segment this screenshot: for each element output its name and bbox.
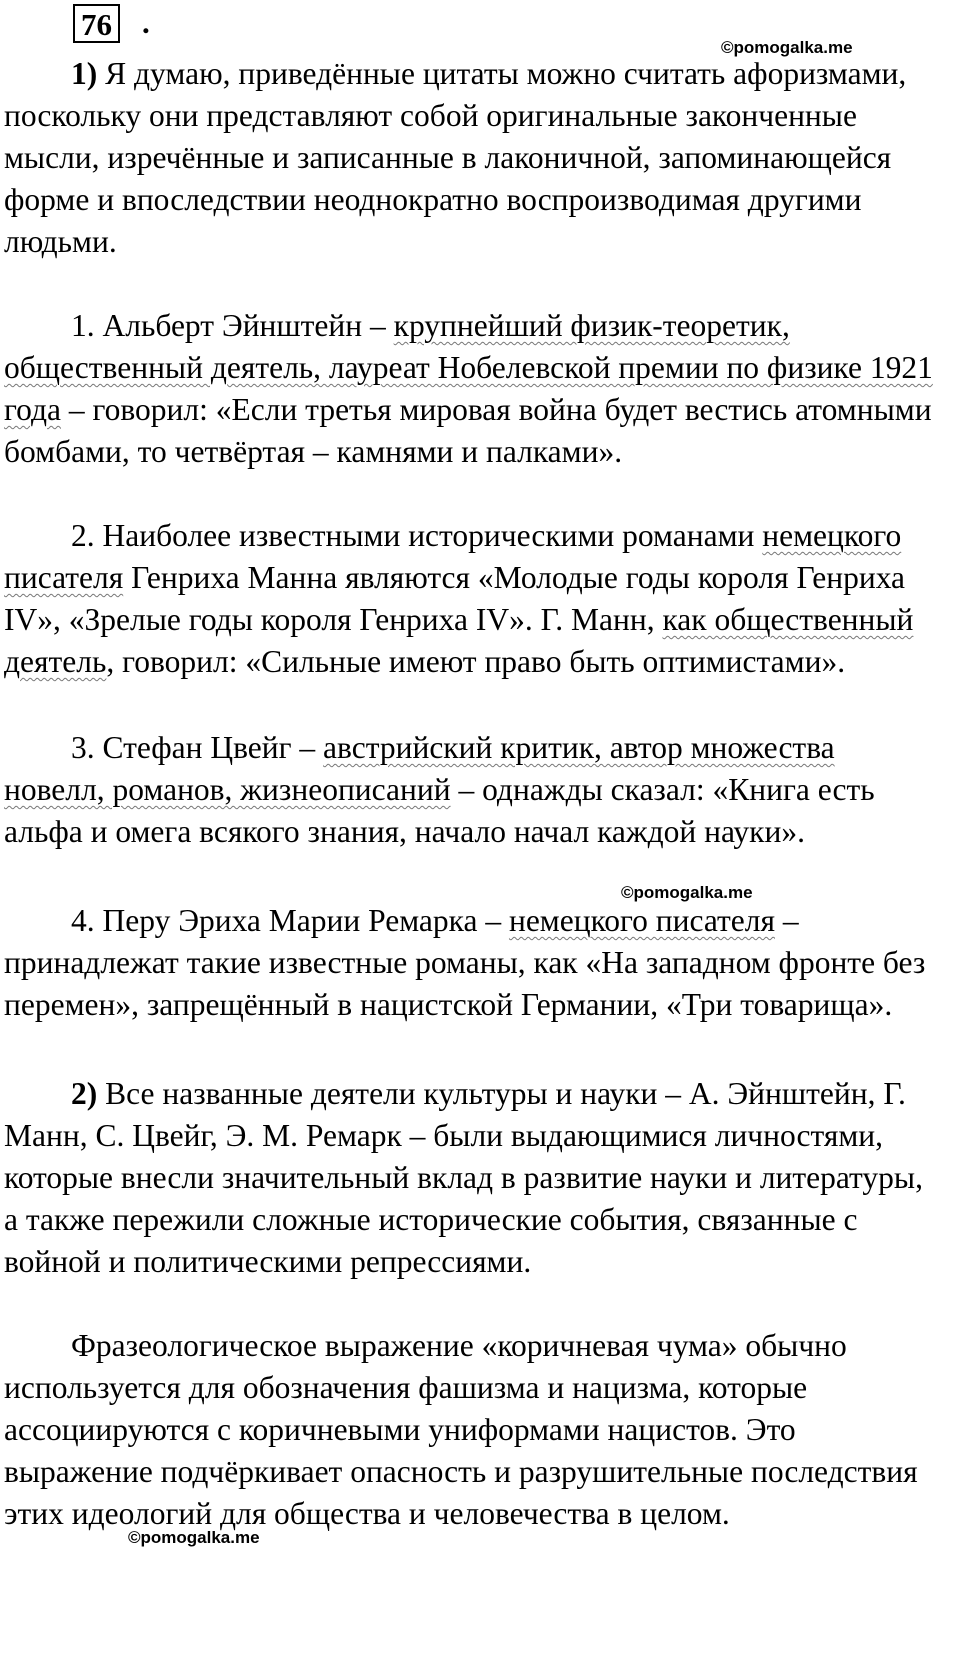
item4-text-a: 4. Перу Эриха Марии Ремарка – xyxy=(71,903,509,938)
item3-text-a: 3. Стефан Цвейг – xyxy=(71,730,324,765)
task-number-dot: . xyxy=(142,5,150,40)
item2-underlined-1: немецкого писателя xyxy=(4,518,902,595)
item1-text-b: – говорил: «Если третья мировая война будет вестись атомными бомбами, то четвёртая – камнями и палками». xyxy=(4,392,932,469)
paragraph-phraseology xyxy=(4,1325,939,1535)
watermark: ©pomogalka.me xyxy=(128,1528,260,1547)
item2-text-c: , говорил: «Сильные имеют право быть оптимистами». xyxy=(106,644,846,679)
item1-underlined: крупнейший физик-теоретик, общественный деятель, лауреат Нобелевской премии по физике 1921 года xyxy=(4,308,933,427)
item1-text-a: 1. Альберт Эйнштейн – xyxy=(71,308,394,343)
part1-intro-text: Я думаю, приведённые цитаты можно считать афоризмами, поскольку они представляют собой оригинальные законченные мысли, изречённые и записанные в лаконичной, запоминающейся форме и впоследствии неоднократно воспроизводимая другими людьми. xyxy=(4,56,907,259)
part2-text: Все названные деятели культуры и науки – А. Эйнштейн, Г. Манн, С. Цвейг, Э. М. Ремарк – были выдающимися личностями, которые внесли значительный вклад в развитие науки и литературы, а также пережили сложные исторические события, связанные с войной и политическими репрессиями. xyxy=(4,1076,923,1279)
paragraph-item-4 xyxy=(4,900,939,1026)
paragraph-intro xyxy=(4,53,939,263)
item2-text-a: 2. Наиболее известными историческими романами xyxy=(71,518,763,553)
watermark: ©pomogalka.me xyxy=(621,883,753,902)
watermark: ©pomogalka.me xyxy=(721,38,853,57)
item3-underlined: австрийский критик, автор множества новелл, романов, жизнеописаний xyxy=(4,730,835,807)
item4-text-b: – принадлежат такие известные романы, как «На западном фронте без перемен», запрещённый в нацистской Германии, «Три товарища». xyxy=(4,903,926,1022)
part2-marker: 2) xyxy=(71,1076,98,1111)
item2-underlined-2: как общественный деятель xyxy=(4,602,914,679)
phraseology-text: Фразеологическое выражение «коричневая чума» обычно используется для обозначения фашизма и нацизма, которые ассоциируются с коричневыми униформами нацистов. Это выражение подчёркивает опасность и разрушительные последствия этих идеологий для общества и человечества в целом. xyxy=(4,1328,918,1531)
part1-marker: 1) xyxy=(71,56,98,91)
task-number: 76 xyxy=(73,4,120,43)
item3-text-b: – однажды сказал: «Книга есть альфа и омега всякого знания, начало начал каждой науки». xyxy=(4,772,875,849)
paragraph-item-3 xyxy=(4,727,939,853)
item2-text-b: Генриха Манна являются «Молодые годы короля Генриха IV», «Зрелые годы короля Генриха IV». Г. Манн, xyxy=(4,560,906,637)
paragraph-part-2 xyxy=(4,1073,939,1283)
item4-underlined: немецкого писателя xyxy=(508,903,775,938)
paragraph-item-2 xyxy=(4,515,939,683)
paragraph-item-1 xyxy=(4,305,939,473)
